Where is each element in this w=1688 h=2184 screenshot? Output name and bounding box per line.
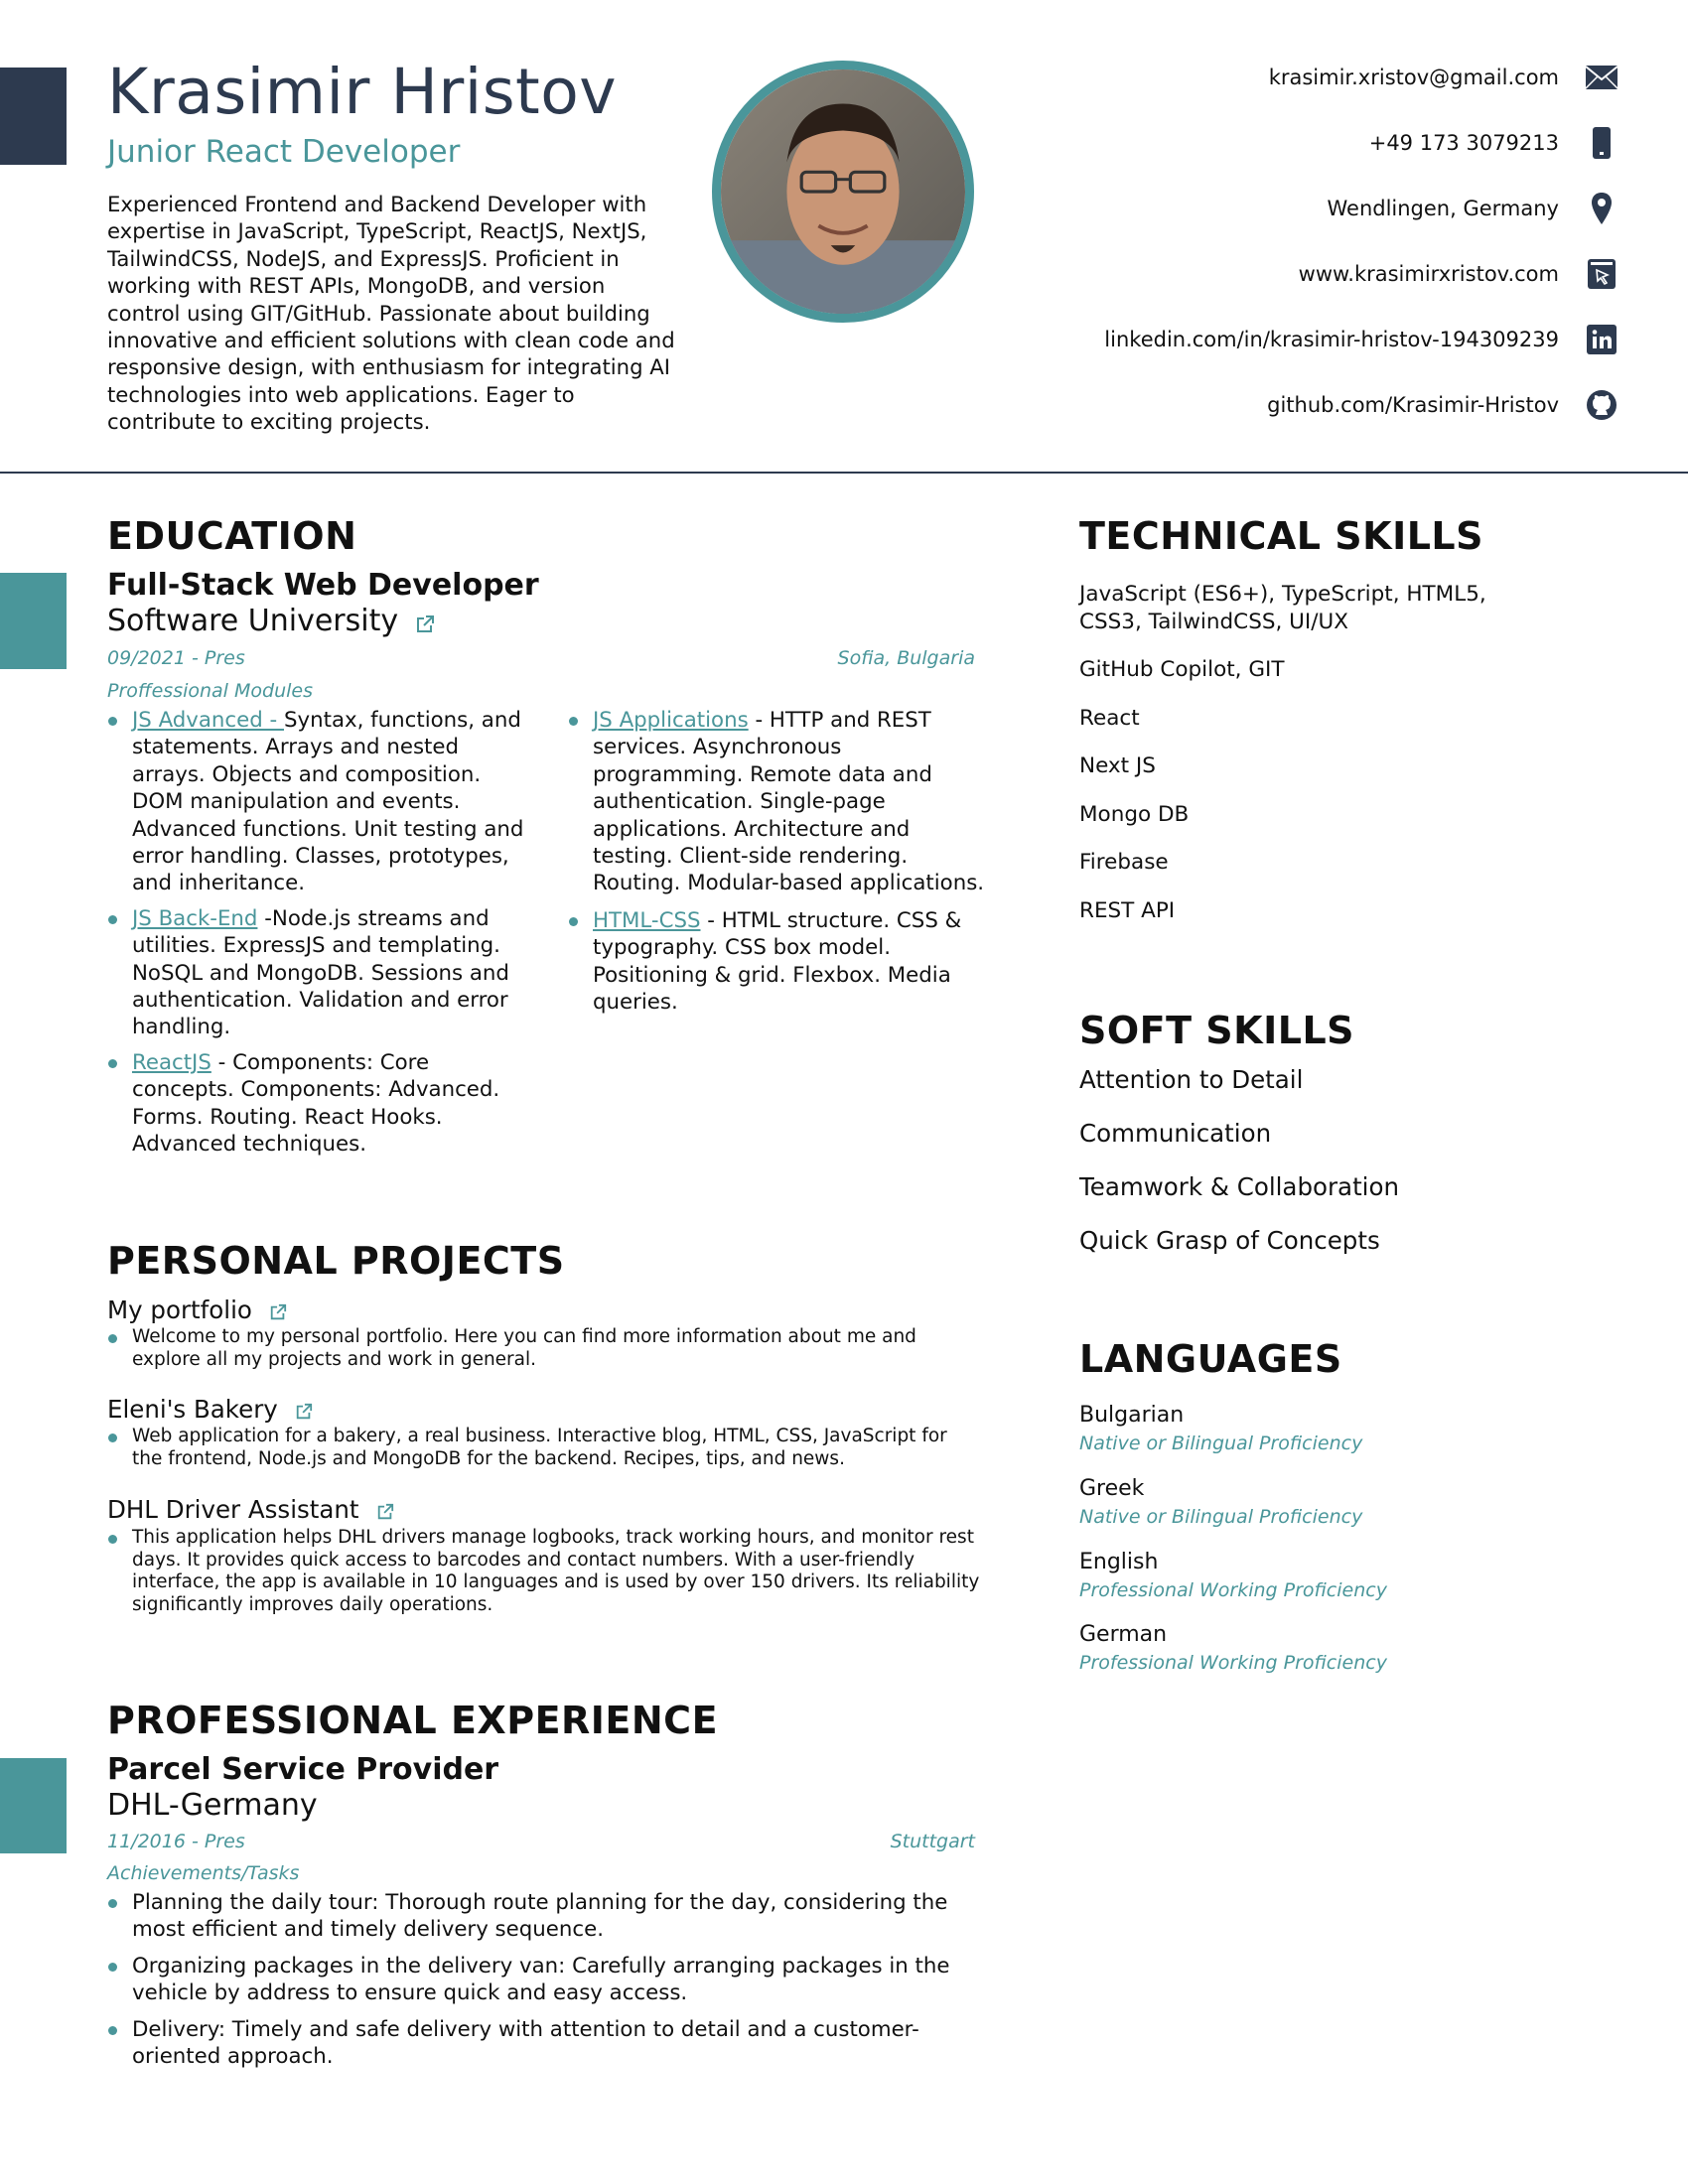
header-accent-bar [0, 68, 67, 165]
profile-summary: Experienced Frontend and Backend Developer with expertise in JavaScript, TypeScript, ReactJS, NextJS, TailwindCSS, NodeJS, and ExpressJS. Proficient in working with REST APIs, MongoDB, and version control using GIT/GitHub. Passionate about building innovative and efficient solutions with clean code and responsive design, with enthusiasm for integrating AI technologies into web applications. Eager to contribute to exciting projects. [107, 192, 675, 435]
list-item: Organizing packages in the delivery van: Carefully arranging packages in the vehicle by address to ensure quick and easy access. [107, 1953, 996, 2007]
contact-github[interactable] [943, 385, 1618, 451]
soft-skill-item: Quick Grasp of Concepts [1079, 1226, 1380, 1255]
project-title-row [107, 1495, 394, 1525]
profile-photo [712, 61, 974, 323]
list-item: Web application for a bakery, a real business. Interactive blog, HTML, CSS, JavaScript for the frontend, Node.js and MongoDB for the backend. Recipes, tips, and news. [107, 1426, 981, 1470]
external-link-icon[interactable] [295, 1403, 313, 1425]
module-link-js-advanced[interactable]: JS Advanced - [132, 708, 284, 733]
list-item: Delivery: Timely and safe delivery with attention to detail and a customer-oriented approach. [107, 2016, 996, 2071]
project-title-row [107, 1395, 313, 1425]
contact-email-text[interactable]: krasimir.xristov@gmail.com [1268, 66, 1559, 89]
contact-website[interactable] [943, 254, 1618, 320]
soft-skill-item: Teamwork & Collaboration [1079, 1172, 1400, 1201]
education-school: Software University [107, 604, 399, 638]
education-accent-bar [0, 573, 67, 669]
skill-item: GitHub Copilot, GIT [1079, 657, 1285, 682]
external-link-icon[interactable] [376, 1503, 394, 1525]
soft-skills-heading: SOFT SKILLS [1079, 1009, 1355, 1052]
list-item: This application helps DHL drivers manage logbooks, track working hours, and monitor rest days. It provides quick access to barcodes and contact numbers. With a user-friendly interface, the app is available in 10 languages and is used by over 150 drivers. Its reliability significantly improves daily operations. [107, 1527, 981, 1616]
skill-item: React [1079, 705, 1140, 731]
language-name: Greek [1079, 1476, 1145, 1501]
module-link-reactjs[interactable]: ReactJS [132, 1049, 211, 1075]
project-desc [107, 1326, 981, 1379]
language-level: Professional Working Proficiency [1079, 1652, 1387, 1674]
project-title: Eleni's Bakery [107, 1395, 278, 1424]
contact-location [943, 189, 1618, 254]
technical-skills-heading: TECHNICAL SKILLS [1079, 514, 1483, 558]
experience-tasks [107, 1889, 996, 2078]
contact-website-text[interactable]: www.krasimirxristov.com [1298, 262, 1559, 286]
education-school-row [107, 604, 435, 638]
skill-item: JavaScript (ES6+), TypeScript, HTML5, CSS3, TailwindCSS, UI/UX [1079, 582, 1486, 634]
education-location: Sofia, Bulgaria [837, 647, 975, 669]
external-link-icon[interactable] [269, 1303, 287, 1325]
external-link-icon[interactable] [415, 614, 435, 638]
project-title-row [107, 1296, 287, 1325]
list-item: HTML-CSS - HTML structure. CSS & typography. CSS box model. Positioning & grid. Flexbox. Media queries. [568, 907, 985, 1017]
module-link-js-back-end[interactable]: JS Back-End [132, 905, 258, 931]
languages-heading: LANGUAGES [1079, 1337, 1342, 1381]
education-modules-right [568, 707, 985, 1024]
education-dates: 09/2021 - Pres [107, 647, 245, 669]
phone-icon [1585, 123, 1618, 163]
experience-tasks-label: Achievements/Tasks [107, 1862, 300, 1884]
contact-location-text: Wendlingen, Germany [1327, 197, 1559, 220]
experience-accent-bar [0, 1758, 67, 1853]
header-divider [0, 472, 1688, 474]
soft-skill-item: Attention to Detail [1079, 1065, 1304, 1094]
project-desc [107, 1426, 981, 1478]
contact-phone-text[interactable]: +49 173 3079213 [1368, 131, 1559, 155]
location-pin-icon [1585, 189, 1618, 228]
candidate-role: Junior React Developer [107, 134, 461, 170]
language-level: Professional Working Proficiency [1079, 1579, 1387, 1601]
skill-item: Next JS [1079, 753, 1156, 778]
github-icon [1585, 385, 1618, 425]
module-link-js-applications[interactable]: JS Applications [593, 708, 749, 733]
project-desc [107, 1527, 981, 1624]
projects-heading: PERSONAL PROJECTS [107, 1239, 565, 1283]
language-level: Native or Bilingual Proficiency [1079, 1506, 1363, 1528]
education-degree: Full-Stack Web Developer [107, 568, 539, 603]
soft-skill-item: Communication [1079, 1119, 1272, 1148]
experience-title: Parcel Service Provider [107, 1752, 499, 1787]
list-item: JS Back-End -Node.js streams and utilities. ExpressJS and templating. NoSQL and MongoDB. Sessions and authentication. Validation and error handling. [107, 905, 524, 1041]
technical-skills-list [1079, 581, 1546, 924]
experience-dates: 11/2016 - Pres [107, 1831, 245, 1852]
experience-location: Stuttgart [890, 1831, 975, 1852]
project-title: DHL Driver Assistant [107, 1495, 359, 1524]
module-link-html-css[interactable]: HTML-CSS [593, 907, 701, 933]
skill-item: Mongo DB [1079, 801, 1190, 827]
education-modules-label: Proffessional Modules [107, 680, 313, 702]
language-name: English [1079, 1550, 1159, 1574]
list-item: JS Applications - HTTP and REST services. Asynchronous programming. Remote data and authentication. Single-page applications. Architecture and testing. Client-side rendering. Routing. Modular-based applications. [568, 707, 985, 897]
experience-company: DHL-Germany [107, 1788, 318, 1823]
candidate-name: Krasimir Hristov [107, 56, 618, 128]
language-level: Native or Bilingual Proficiency [1079, 1433, 1363, 1454]
contact-list [943, 58, 1618, 451]
language-name: Bulgarian [1079, 1403, 1185, 1428]
contact-email[interactable] [943, 58, 1618, 123]
skill-item: REST API [1079, 897, 1176, 923]
project-title: My portfolio [107, 1296, 252, 1324]
website-icon [1585, 254, 1618, 294]
list-item: JS Advanced - Syntax, functions, and statements. Arrays and nested arrays. Objects and composition. DOM manipulation and events. Advanced functions. Unit testing and error handling. Classes, prototypes, and inheritance. [107, 707, 524, 897]
list-item: ReactJS - Components: Core concepts. Components: Advanced. Forms. Routing. React Hooks. Advanced techniques. [107, 1049, 524, 1159]
education-heading: EDUCATION [107, 514, 357, 558]
contact-github-text[interactable]: github.com/Krasimir-Hristov [1267, 393, 1559, 417]
contact-linkedin[interactable] [943, 320, 1618, 385]
experience-heading: PROFESSIONAL EXPERIENCE [107, 1699, 719, 1742]
language-name: German [1079, 1622, 1168, 1647]
linkedin-icon [1585, 320, 1618, 359]
mail-icon [1585, 58, 1618, 97]
contact-linkedin-text[interactable]: linkedin.com/in/krasimir-hristov-194309239 [1104, 328, 1559, 351]
education-modules-left [107, 707, 524, 1166]
list-item: Planning the daily tour: Thorough route planning for the day, considering the most efficient and timely delivery sequence. [107, 1889, 996, 1944]
contact-phone[interactable] [943, 123, 1618, 189]
list-item: Welcome to my personal portfolio. Here you can find more information about me and explore all my projects and work in general. [107, 1326, 981, 1371]
skill-item: Firebase [1079, 850, 1169, 875]
